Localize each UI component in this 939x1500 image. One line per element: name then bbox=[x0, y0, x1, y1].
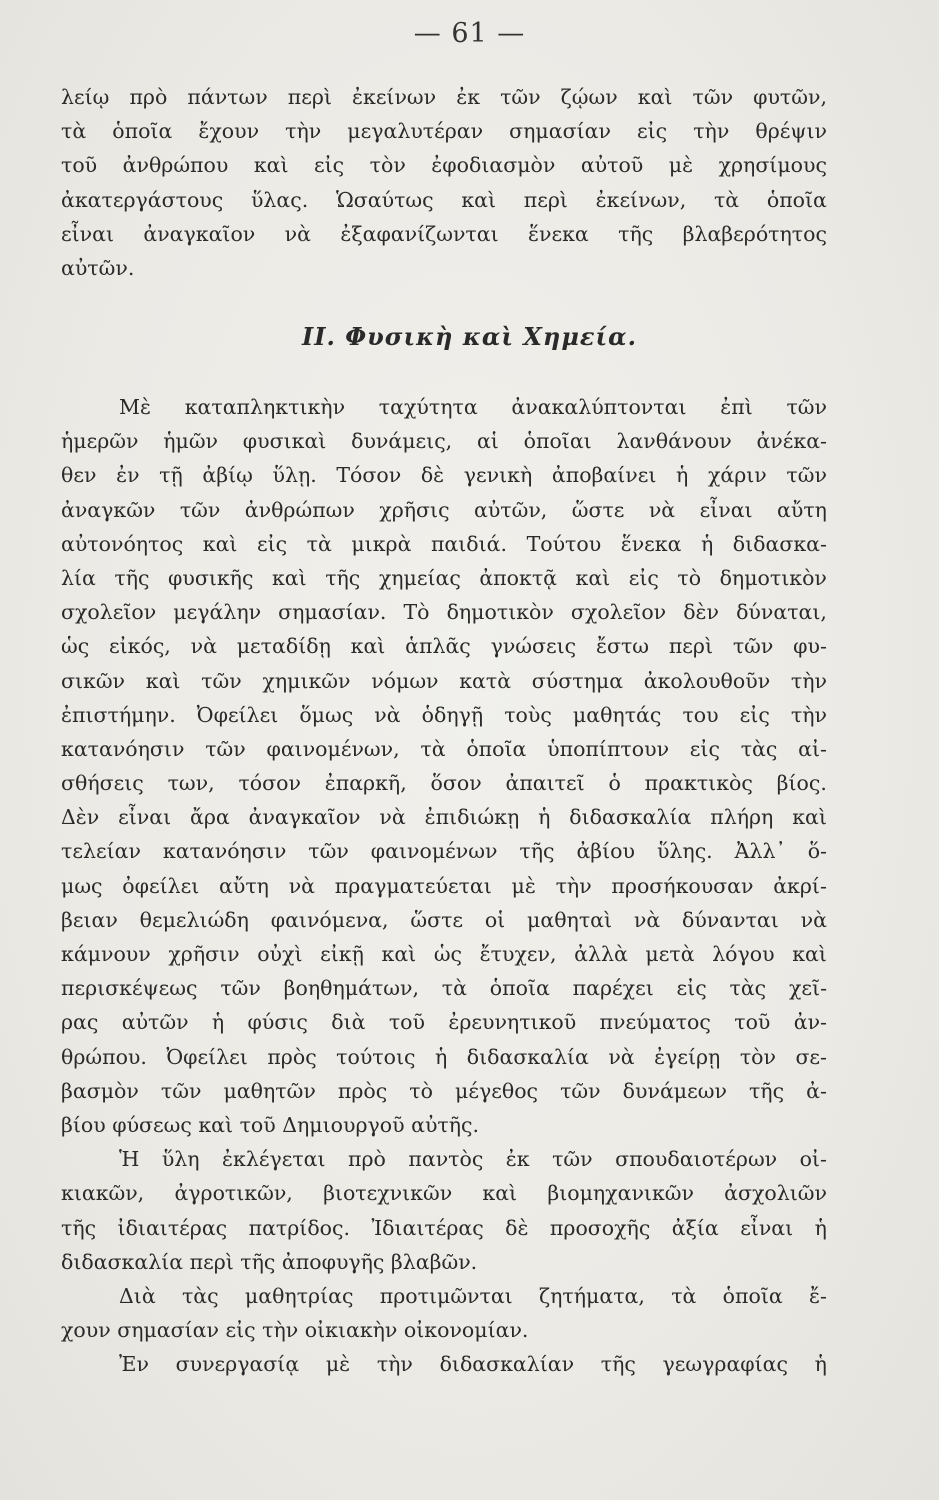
text-line: σχολεῖον μεγάλην σημασίαν. Τὸ δημοτικὸν σχολεῖον δὲν δύναται, bbox=[61, 600, 827, 625]
text-line: λείῳ πρὸ πάντων περὶ ἐκείνων ἐκ τῶν ζῴων καὶ τῶν φυτῶν, bbox=[61, 85, 827, 109]
text-line: Μὲ καταπληκτικὴν ταχύτητα ἀνακαλύπτονται ἐπὶ τῶν bbox=[119, 395, 827, 419]
text-line: κιακῶν, ἀγροτικῶν, βιοτεχνικῶν καὶ βιομηχανικῶν ἀσχολιῶν bbox=[61, 1181, 827, 1206]
text-line: θρώπου. Ὀφείλει πρὸς τούτοις ἡ διδασκαλία νὰ ἐγείρῃ τὸν σε- bbox=[61, 1044, 827, 1069]
text-line: Δὲν εἶναι ἄρα ἀναγκαῖον νὰ ἐπιδιώκῃ ἡ διδασκαλία πλήρη καὶ bbox=[61, 805, 827, 830]
text-line: αὐτῶν. bbox=[61, 255, 135, 280]
text-line: μως ὀφείλει αὔτη νὰ πραγματεύεται μὲ τὴν προσήκουσαν ἀκρί- bbox=[61, 873, 827, 898]
text-line: σικῶν καὶ τῶν χημικῶν νόμων κατὰ σύστημα ἀκολουθοῦν τὴν bbox=[61, 668, 827, 693]
text-line: σθήσεις των, τόσον ἐπαρκῆ, ὅσον ἀπαιτεῖ ὁ πρακτικὸς βίος. bbox=[61, 771, 827, 796]
text-line: ὡς εἰκός, νὰ μεταδίδῃ καὶ ἁπλᾶς γνώσεις ἔστω περὶ τῶν φυ- bbox=[61, 634, 827, 659]
text-line: τὰ ὁποῖα ἔχουν τὴν μεγαλυτέραν σημασίαν εἰς τὴν θρέψιν bbox=[61, 119, 827, 144]
page-number: — 61 — bbox=[413, 18, 526, 49]
text-line: λία τῆς φυσικῆς καὶ τῆς χημείας ἀποκτᾷ καὶ εἰς τὸ δημοτικὸν bbox=[61, 565, 827, 590]
text-line: ἐπιστήμην. Ὀφείλει ὅμως νὰ ὁδηγῇ τοὺς μαθητάς του εἰς τὴν bbox=[61, 702, 827, 727]
text-line: βασμὸν τῶν μαθητῶν πρὸς τὸ μέγεθος τῶν δυνάμεων τῆς ἀ- bbox=[61, 1078, 827, 1103]
text-line: τῆς ἰδιαιτέρας πατρίδος. Ἰδιαιτέρας δὲ προσοχῆς ἀξία εἶναι ἡ bbox=[61, 1215, 827, 1240]
text-line: βειαν θεμελιώδη φαινόμενα, ὥστε οἱ μαθηταὶ νὰ δύνανται νὰ bbox=[61, 907, 827, 932]
text-line: θεν ἐν τῇ ἀβίῳ ὕλῃ. Τόσον δὲ γενικὴ ἀποβαίνει ἡ χάριν τῶν bbox=[61, 463, 827, 488]
text-line: Ἐν συνεργασίᾳ μὲ τὴν διδασκαλίαν τῆς γεωγραφίας ἡ bbox=[119, 1352, 827, 1377]
text-line: ρας αὐτῶν ἡ φύσις διὰ τοῦ ἐρευνητικοῦ πνεύματος τοῦ ἀν- bbox=[61, 1010, 827, 1035]
section-body bbox=[61, 390, 827, 1381]
text-line: εἶναι ἀναγκαῖον νὰ ἐξαφανίζωνται ἕνεκα τῆς βλαβερότητος bbox=[61, 221, 827, 246]
text-line: βίου φύσεως καὶ τοῦ Δημιουργοῦ αὐτῆς. bbox=[61, 1112, 480, 1137]
text-line: Ἡ ὕλη ἐκλέγεται πρὸ παντὸς ἐκ τῶν σπουδαιοτέρων οἰ- bbox=[119, 1147, 827, 1172]
text-line: ἡμερῶν ἡμῶν φυσικαὶ δυνάμεις, αἱ ὁποῖαι λανθάνουν ἀνέκα- bbox=[61, 429, 827, 454]
text-line: ἀναγκῶν τῶν ἀνθρώπων χρῆσις αὐτῶν, ὥστε νὰ εἶναι αὔτη bbox=[61, 497, 827, 522]
text-line: διδασκαλία περὶ τῆς ἀποφυγῆς βλαβῶν. bbox=[61, 1249, 478, 1274]
text-line: περισκέψεως τῶν βοηθημάτων, τὰ ὁποῖα παρέχει εἰς τὰς χεῖ- bbox=[61, 976, 827, 1001]
text-line: χουν σημασίαν εἰς τὴν οἰκιακὴν οἰκονομίαν. bbox=[61, 1318, 529, 1343]
text-line: Διὰ τὰς μαθητρίας προτιμῶνται ζητήματα, τὰ ὁποῖα ἔ- bbox=[119, 1283, 827, 1308]
section-title: II. Φυσικὴ καὶ Χημεία. bbox=[302, 322, 637, 351]
text-line: αὐτονόητος καὶ εἰς τὰ μικρὰ παιδιά. Τούτου ἕνεκα ἡ διδασκα- bbox=[61, 531, 827, 556]
text-line: τοῦ ἀνθρώπου καὶ εἰς τὸν ἐφοδιασμὸν αὐτοῦ μὲ χρησίμους bbox=[61, 153, 827, 178]
text-line: τελείαν κατανόησιν τῶν φαινομένων τῆς ἀβίου ὕλης. Ἀλλ᾽ ὅ- bbox=[61, 839, 827, 864]
text-line: κάμνουν χρῆσιν οὐχὶ εἰκῇ καὶ ὡς ἔτυχεν, ἀλλὰ μετὰ λόγου καὶ bbox=[61, 942, 827, 966]
paragraph-continuation bbox=[61, 80, 827, 285]
text-line: ἀκατεργάστους ὕλας. Ὡσαύτως καὶ περὶ ἐκείνων, τὰ ὁποῖα bbox=[61, 187, 827, 212]
text-line: κατανόησιν τῶν φαινομένων, τὰ ὁποῖα ὑποπίπτουν εἰς τὰς αἰ- bbox=[61, 736, 827, 761]
